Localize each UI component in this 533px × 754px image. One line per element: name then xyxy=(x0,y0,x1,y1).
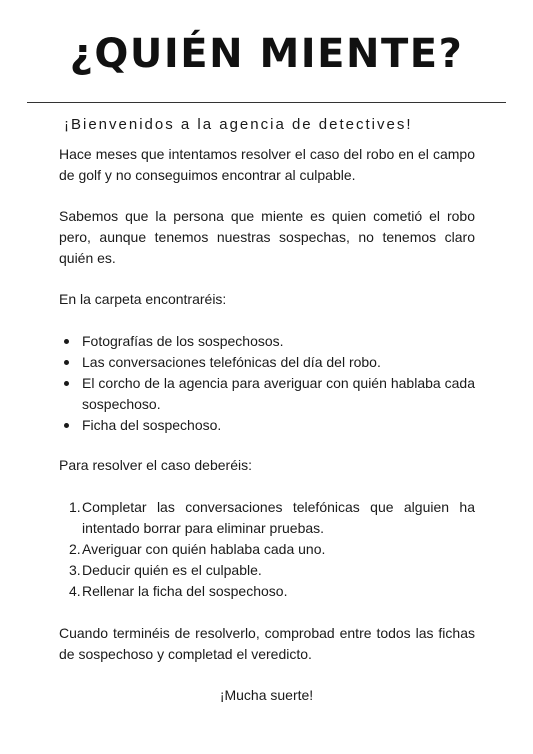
list-item-text: Las conversaciones telefónicas del día del robo. xyxy=(82,354,381,370)
step-number: 4. xyxy=(69,583,81,599)
list-item-text: Ficha del sospechoso. xyxy=(82,417,222,433)
bullet-icon xyxy=(64,360,69,365)
step-text: Completar las conversaciones telefónicas que alguien ha intentado borrar para eliminar pruebas. xyxy=(82,499,475,536)
closing-text: ¡Mucha suerte! xyxy=(219,687,314,703)
step-number: 1. xyxy=(69,499,81,515)
end-text: Cuando terminéis de resolverlo, comprobad entre todos las fichas de sospechoso y completad el veredicto. xyxy=(59,625,475,662)
list-item xyxy=(59,560,475,581)
page-title: ¿QUIÉN MIENTE? xyxy=(69,31,464,77)
steps-list xyxy=(59,497,475,602)
bullet-icon xyxy=(64,339,69,344)
list-item xyxy=(59,539,475,560)
folder-contents-list xyxy=(59,331,475,436)
step-text: Deducir quién es el culpable. xyxy=(82,562,262,578)
intro-paragraph xyxy=(59,144,475,186)
list-item xyxy=(59,497,475,539)
liar-paragraph xyxy=(59,206,475,269)
welcome-subtitle: ¡Bienvenidos a la agencia de detectives! xyxy=(64,116,413,133)
list-item-text: Fotografías de los sospechosos. xyxy=(82,333,284,349)
step-number: 3. xyxy=(69,562,81,578)
list-item xyxy=(59,331,475,352)
folder-text: En la carpeta encontraréis: xyxy=(59,291,227,307)
list-item xyxy=(59,581,475,602)
intro-text: Hace meses que intentamos resolver el caso del robo en el campo de golf y no conseguimos encontrar al culpable. xyxy=(59,146,475,183)
bullet-icon xyxy=(64,381,69,386)
step-text: Rellenar la ficha del sospechoso. xyxy=(82,583,288,599)
list-item xyxy=(59,415,475,436)
step-text: Averiguar con quién hablaba cada uno. xyxy=(82,541,326,557)
bullet-icon xyxy=(64,423,69,428)
title-divider xyxy=(27,102,506,103)
list-item-text: El corcho de la agencia para averiguar con quién hablaba cada sospechoso. xyxy=(82,375,475,412)
folder-paragraph xyxy=(59,289,475,310)
liar-text: Sabemos que la persona que miente es quien cometió el robo pero, aunque tenemos nuestras sospechas, no tenemos claro quién es. xyxy=(59,208,475,266)
list-item xyxy=(59,352,475,373)
end-paragraph xyxy=(59,623,475,665)
step-number: 2. xyxy=(69,541,81,557)
list-item xyxy=(59,373,475,415)
solve-text: Para resolver el caso deberéis: xyxy=(59,457,252,473)
solve-paragraph xyxy=(59,455,475,476)
